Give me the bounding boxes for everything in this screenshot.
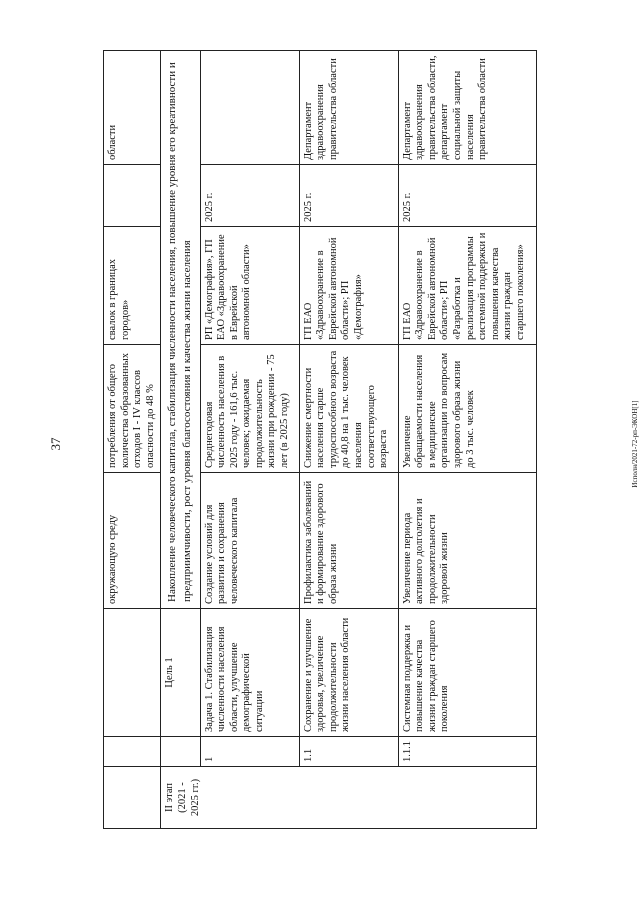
result-cell: Среднегодовая численность населения в 2025 году - 161,6 тыс. человек; ожидаемая продолжительность жизни при рождении - 75 лет (в 2025 году) (200, 345, 299, 473)
executor-cell: Департамент здравоохранения правительства области, департамент социальной защиты населения правительства области (398, 51, 536, 165)
continuation-row (104, 51, 161, 829)
direction-cell: Профилактика заболеваний и формирование здорового образа жизни (299, 473, 398, 609)
strategy-table (103, 50, 537, 829)
cell: окружающую среду (104, 473, 161, 609)
direction-cell: Увеличение периода активного долголетия и продолжительности здоровой жизни (398, 473, 536, 609)
instrument-cell: РП «Демография», ГП ЕАО «Здравоохранение в Еврейской автономной области» (200, 227, 299, 345)
instrument-cell: ГП ЕАО «Здравоохранение в Еврейской автономной области»; РП «Разработка и реализация программы системной поддержки и повышения качества жизни граждан старшего поколения» (398, 227, 536, 345)
table-row (398, 51, 536, 829)
page-number: 37 (48, 437, 63, 451)
cell (161, 737, 200, 767)
row-number: 1.1.1 (398, 737, 536, 767)
executor-cell: Департамент здравоохранения правительства области (299, 51, 398, 165)
goal-row (161, 51, 200, 829)
table-row (299, 51, 398, 829)
cell (104, 737, 161, 767)
goal-text-cell: Накопление человеческого капитала, стабилизация численности населения, повышение уровня его креативности и предприимчивости, рост уровня благосостояния и качества жизни населения (161, 51, 200, 609)
stage-cell: II этап (2021 - 2025 гг.) (161, 767, 537, 829)
instrument-cell: ГП ЕАО «Здравоохранение в Еврейской автономной области»; РП «Демография» (299, 227, 398, 345)
direction-cell: Создание условий для развития и сохранения человеческого капитала (200, 473, 299, 609)
cell (104, 767, 161, 829)
row-number: 1 (200, 737, 299, 767)
goal-cell: Цель 1 (161, 609, 200, 737)
document-code: Исполн/2021-72-рп-ЭКОН[1] (631, 400, 639, 488)
cell: области (104, 51, 161, 165)
year-cell: 2025 г. (200, 165, 299, 227)
task-cell: Системная поддержка и повышение качества жизни граждан старшего поколения (398, 609, 536, 737)
year-cell: 2025 г. (299, 165, 398, 227)
task-cell: Сохранение и улучшение здоровья, увеличение продолжительности жизни населения области (299, 609, 398, 737)
executor-cell (200, 51, 299, 165)
table-row (200, 51, 299, 829)
row-number: 1.1 (299, 737, 398, 767)
rotated-table-sheet (103, 51, 537, 829)
task-cell: Задача 1. Стабилизация численности населения области, улучшение демографической ситуации (200, 609, 299, 737)
result-cell: Снижение смертности населения старше трудоспособного возраста до 40,8 на 1 тыс. человек населения соответствующего возраста (299, 345, 398, 473)
cell (104, 609, 161, 737)
cell: потребления от общего количества образованных отходов I - IV классов опасности до 48 % (104, 345, 161, 473)
year-cell: 2025 г. (398, 165, 536, 227)
cell (104, 165, 161, 227)
cell: свалок в границах городов» (104, 227, 161, 345)
result-cell: Увеличение обращаемости населения в медицинские организации по вопросам здорового образа жизни до 3 тыс. человек (398, 345, 536, 473)
